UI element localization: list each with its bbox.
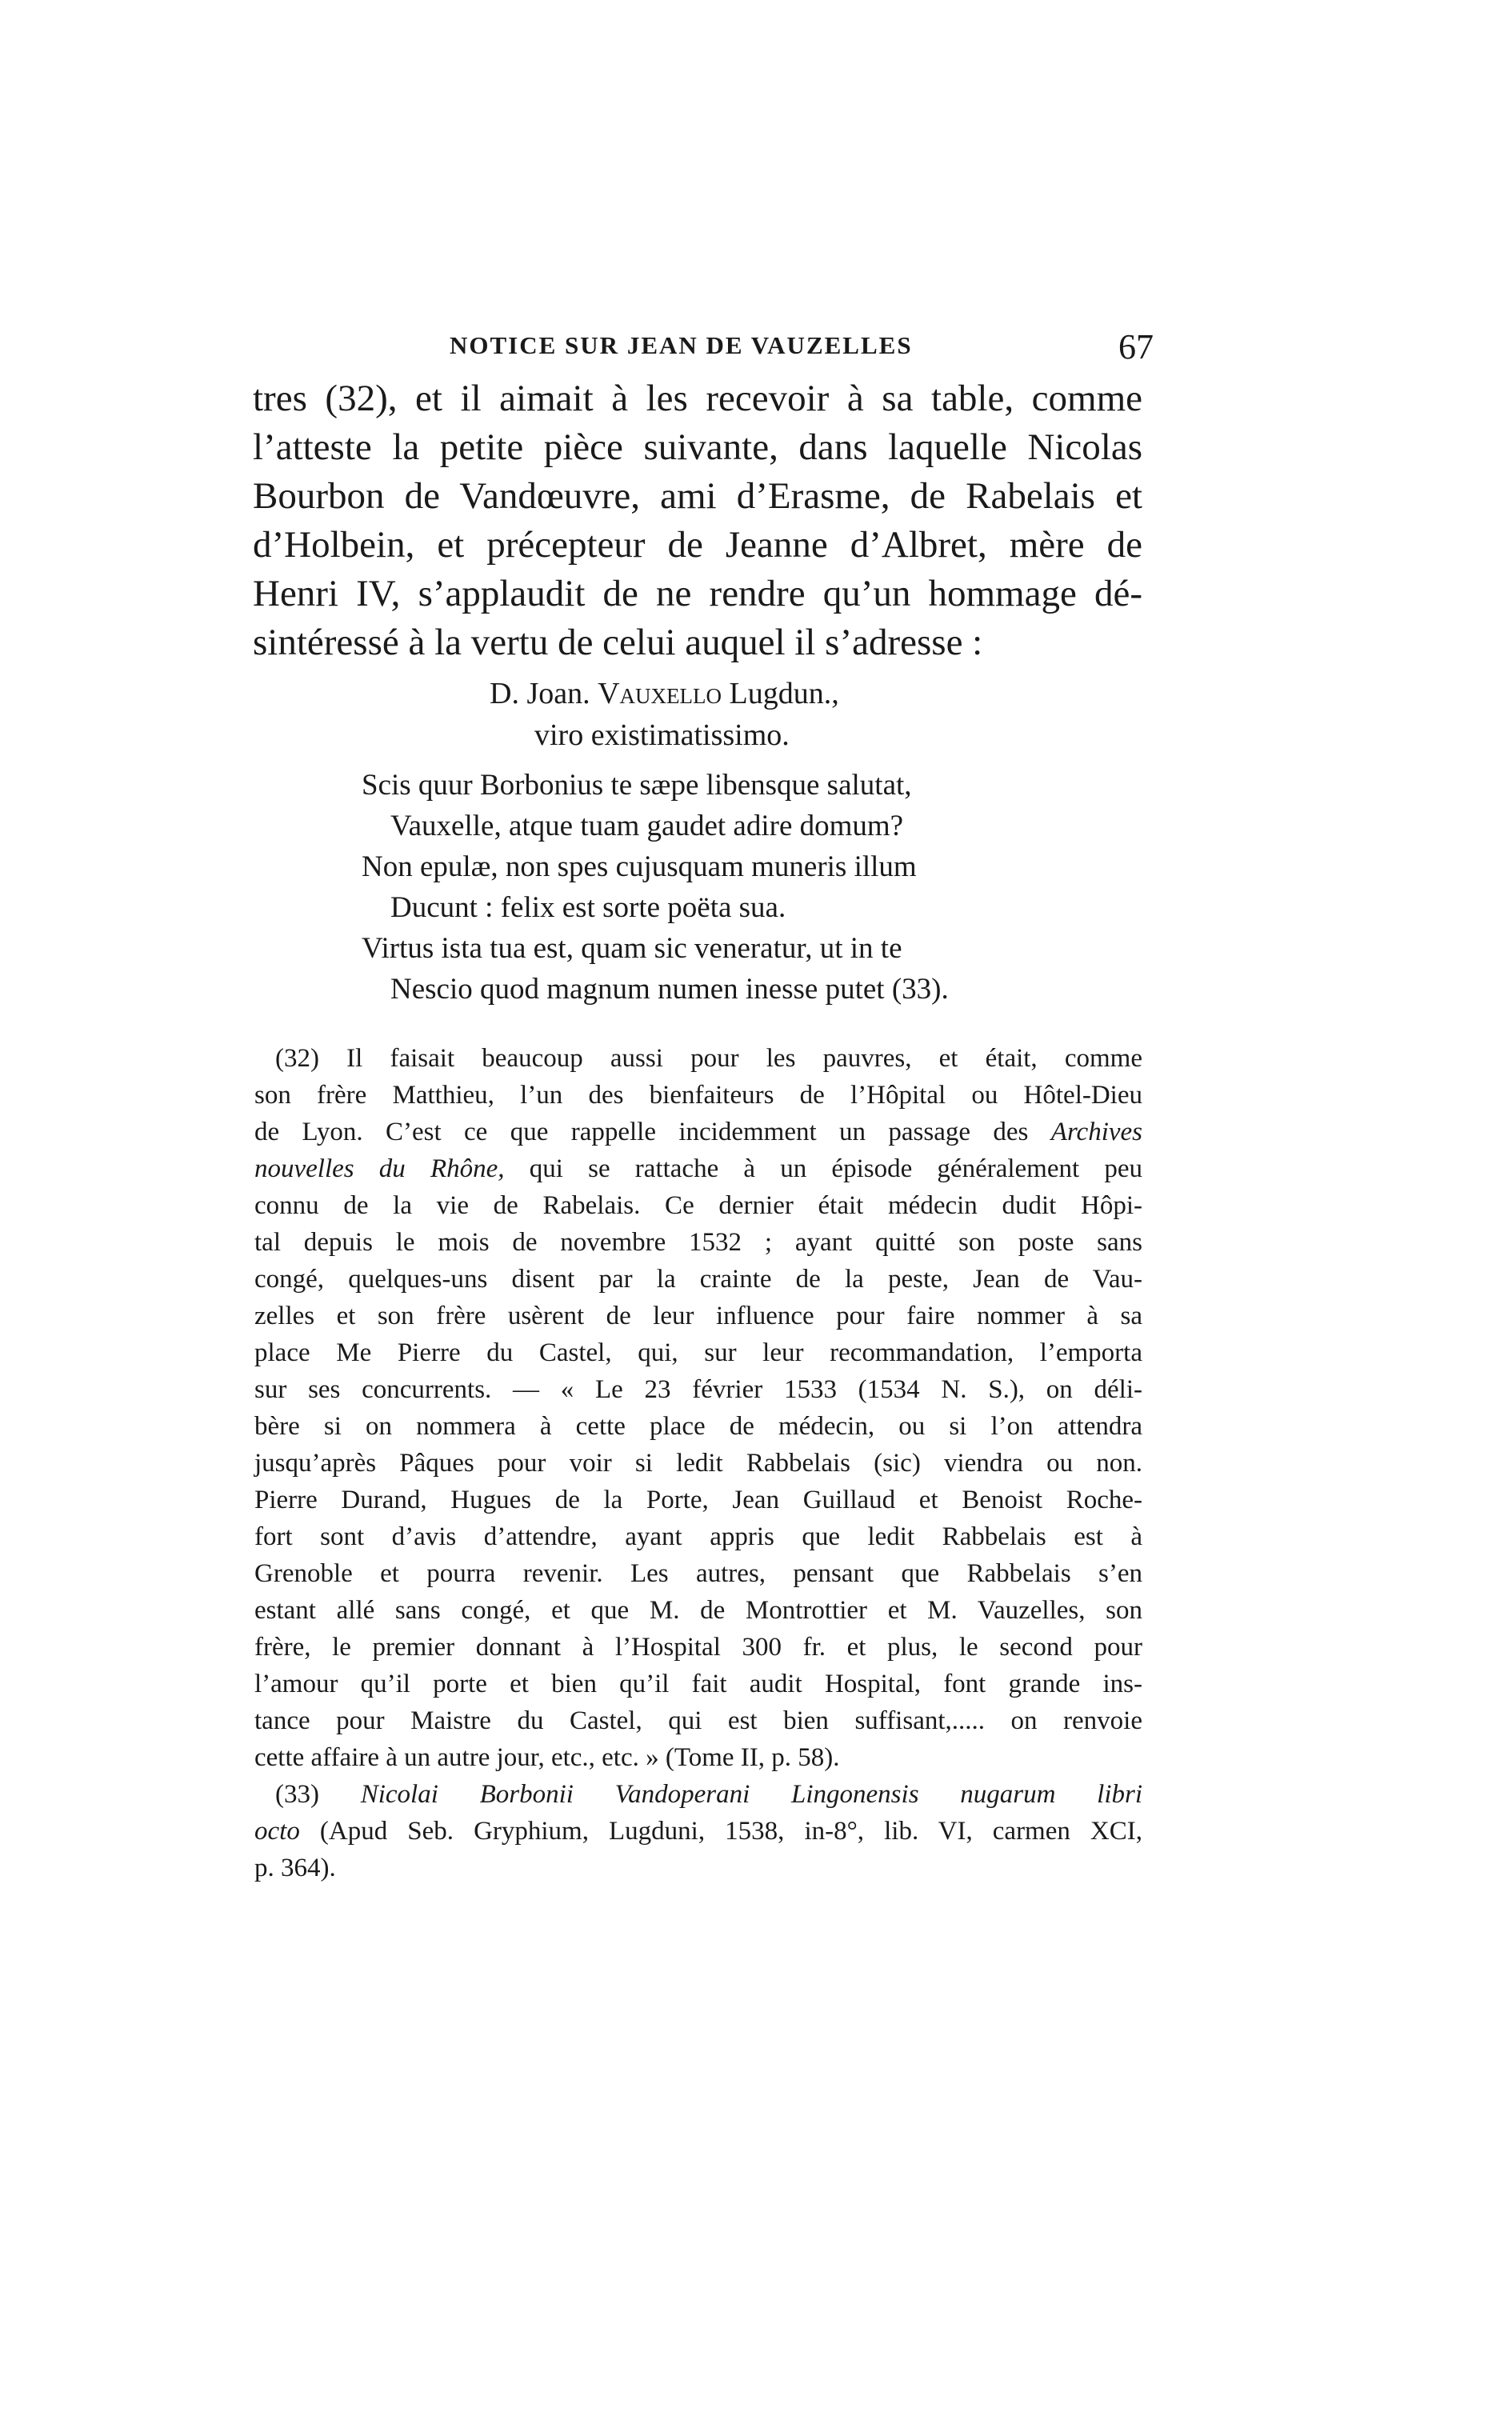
page-header <box>450 326 1154 368</box>
footnotes <box>254 1040 1142 1886</box>
footnote-32-line: fort sont d’avis d’attendre, ayant appris que ledit Rabbelais est à <box>254 1522 1142 1551</box>
footnote-text: (33) <box>275 1780 319 1809</box>
footnote-italic: Nicolai Borbonii Vandoperani Lingonensis nugarum libri <box>360 1780 1142 1809</box>
poem-verse: Scis quur Borbonius te sæpe libensque salutat, <box>362 769 912 802</box>
latin-poem <box>362 765 1162 1010</box>
page-number: 67 <box>1118 327 1154 366</box>
footnote-32-line: l’amour qu’il porte et bien qu’il fait audit Hospital, font grande ins- <box>254 1670 1142 1698</box>
paragraph-line: l’atteste la petite pièce suivante, dans laquelle Nicolas <box>253 426 1142 468</box>
poem-verse: Vauxelle, atque tuam gaudet adire domum? <box>390 810 904 842</box>
footnote-32-line: tal depuis le mois de novembre 1532 ; ayant quitté son poste sans <box>254 1228 1142 1257</box>
footnote-italic: Archives <box>1050 1118 1143 1146</box>
paragraph-line: d’Holbein, et précepteur de Jeanne d’Albret, mère de <box>253 524 1142 566</box>
footnote-32-line: Grenoble et pourra revenir. Les autres, pensant que Rabbelais s’en <box>254 1559 1142 1588</box>
running-title: NOTICE SUR JEAN DE VAUZELLES <box>450 331 913 359</box>
footnote-32-line <box>254 1114 1142 1150</box>
footnote-32-line: frère, le premier donnant à l’Hospital 300 fr. et plus, le second pour <box>254 1633 1142 1662</box>
footnote-33-line <box>254 1776 1142 1813</box>
footnote-32-line: sur ses concurrents. — « Le 23 février 1533 (1534 N. S.), on déli- <box>254 1375 1142 1404</box>
paragraph-line: tres (32), et il aimait à les recevoir à sa table, comme <box>253 378 1142 419</box>
footnote-32-line: bère si on nommera à cette place de médecin, ou si l’on attendra <box>254 1412 1142 1441</box>
poem-verse: Virtus ista tua est, quam sic veneratur, ut in te <box>362 932 902 965</box>
footnote-text: de Lyon. C’est ce que rappelle incidemment un passage des <box>254 1118 1029 1146</box>
paragraph-line: Bourbon de Vandœuvre, ami d’Erasme, de Rabelais et <box>253 475 1142 517</box>
footnote-32-line: jusqu’après Pâques pour voir si ledit Rabbelais (sic) viendra ou non. <box>254 1449 1142 1478</box>
paragraph-line: sintéressé à la vertu de celui auquel il s’adresse : <box>253 622 983 663</box>
footnote-32-line: (32) Il faisait beaucoup aussi pour les pauvres, et était, comme <box>275 1044 1142 1073</box>
dedication-prefix: D. Joan. <box>490 677 590 710</box>
dedication-name: Vauxello <box>598 677 722 710</box>
dedication-line: viro existimatissimo. <box>534 718 790 752</box>
footnote-text: qui se rattache à un épisode généralement peu <box>529 1154 1142 1183</box>
footnote-32-line: estant allé sans congé, et que M. de Montrottier et M. Vauzelles, son <box>254 1596 1142 1625</box>
footnote-33-line <box>254 1813 1142 1850</box>
footnote-32-line: cette affaire à un autre jour, etc., etc. » (Tome II, p. 58). <box>254 1743 840 1772</box>
poem-verse: Nescio quod magnum numen inesse putet (33). <box>390 973 949 1006</box>
main-paragraph <box>253 374 1142 667</box>
footnote-32-line <box>254 1150 1142 1187</box>
footnote-32-line: son frère Matthieu, l’un des bienfaiteurs de l’Hôpital ou Hôtel-Dieu <box>254 1081 1142 1110</box>
footnote-32-line: zelles et son frère usèrent de leur influence pour faire nommer à sa <box>254 1302 1142 1330</box>
footnote-text: (Apud Seb. Gryphium, Lugduni, 1538, in-8°, lib. VI, carmen XCI, <box>319 1817 1143 1846</box>
footnote-32-line: Pierre Durand, Hugues de la Porte, Jean Guillaud et Benoist Roche- <box>254 1486 1142 1514</box>
footnote-italic: nouvelles du Rhône, <box>254 1154 505 1183</box>
dedication-suffix: Lugdun., <box>729 677 839 710</box>
poem-dedication <box>490 674 1210 755</box>
footnote-32-line: place Me Pierre du Castel, qui, sur leur recommandation, l’emporta <box>254 1338 1142 1367</box>
footnote-32-line: congé, quelques-uns disent par la crainte de la peste, Jean de Vau- <box>254 1265 1142 1294</box>
footnote-32-line: tance pour Maistre du Castel, qui est bien suffisant,..... on renvoie <box>254 1706 1142 1735</box>
footnote-33-line: p. 364). <box>254 1854 336 1882</box>
footnote-32-line: connu de la vie de Rabelais. Ce dernier était médecin dudit Hôpi- <box>254 1191 1142 1220</box>
paragraph-line: Henri IV, s’applaudit de ne rendre qu’un hommage dé- <box>253 573 1142 614</box>
poem-verse: Ducunt : felix est sorte poëta sua. <box>390 891 786 924</box>
footnote-italic: octo <box>254 1817 300 1846</box>
dedication-line <box>490 674 1210 715</box>
poem-verse: Non epulæ, non spes cujusquam muneris illum <box>362 850 917 883</box>
